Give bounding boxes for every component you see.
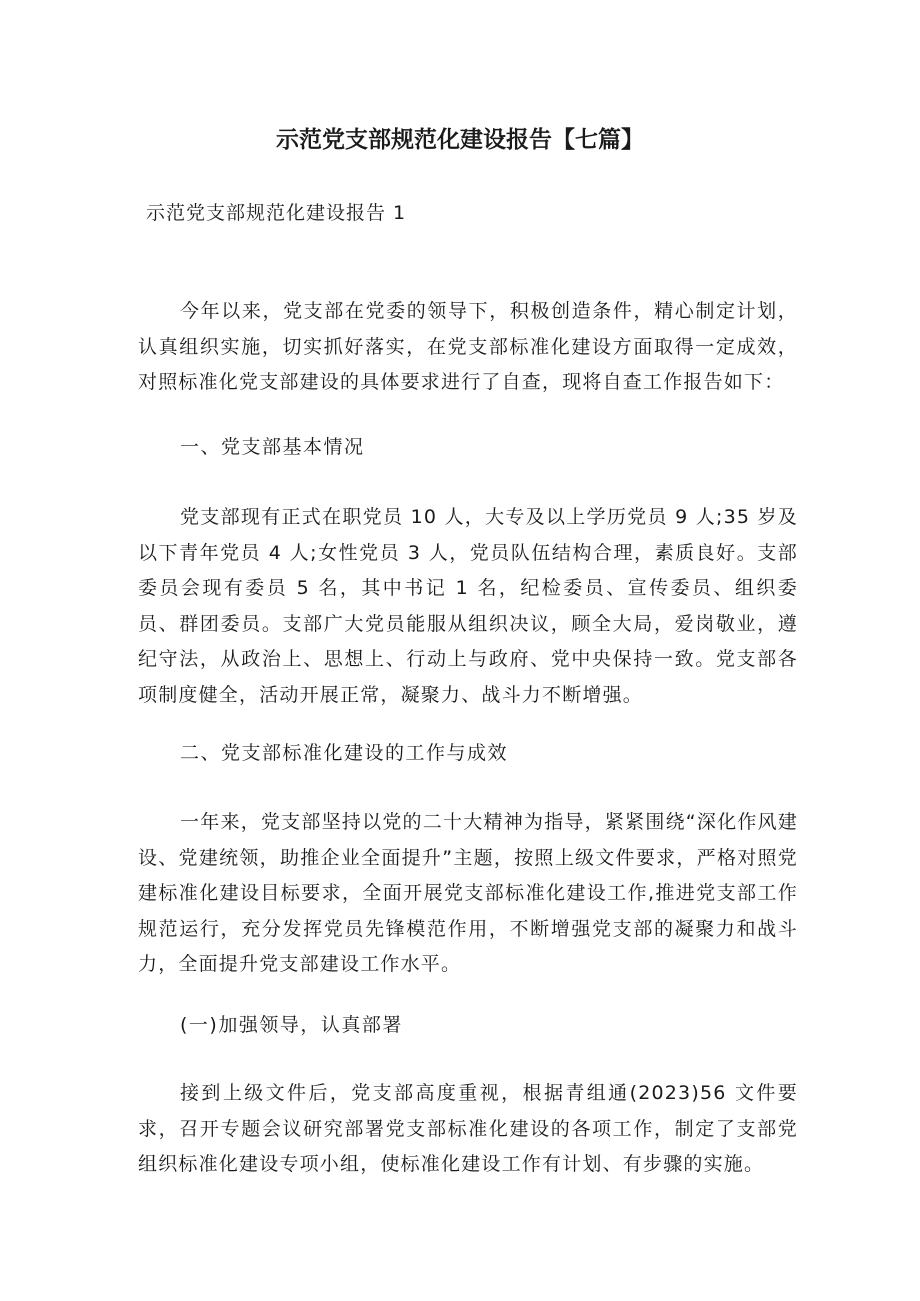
section-body-standardization: 一年来，党支部坚持以党的二十大精神为指导，紧紧围绕“深化作风建设、党建统领，助推企业全面提升”主题，按照上级文件要求，严格对照党建标准化建设目标要求，全面开展党支部标准化建设工作,推进党支部工作规范运行，充分发挥党员先锋模范作用，不断增强党支部的凝聚力和战斗力，全面提升党支部建设工作水平。 (138, 811, 798, 976)
section-body-basic-info: 党支部现有正式在职党员 10 人，大专及以上学历党员 9 人;35 岁及以下青年党员 4 人;女性党员 3 人，党员队伍结构合理，素质良好。支部委员会现有委员 5 名，其中书记 1 名，纪检委员、宣传委员、组织委员、群团委员。支部广大党员能服从组织决议，顾全大局，爱岗敬业，遵纪守法，从政治上、思想上、行动上与政府、党中央保持一致。党支部各项制度健全，活动开展正常，凝聚力、战斗力不断增强。 (138, 506, 798, 706)
section-heading-standardization: 二、党支部标准化建设的工作与成效 (180, 742, 509, 764)
intro-paragraph: 今年以来，党支部在党委的领导下，积极创造条件，精心制定计划，认真组织实施，切实抓好落实，在党支部标准化建设方面取得一定成效，对照标准化党支部建设的具体要求进行了自查，现将自查工作报告如下： (138, 300, 798, 394)
document-subtitle: 示范党支部规范化建设报告 1 (146, 202, 407, 224)
subsection-heading-leadership: (一)加强领导，认真部署 (180, 1014, 403, 1036)
section-heading-basic-info: 一、党支部基本情况 (180, 436, 365, 458)
subsection-body-leadership: 接到上级文件后，党支部高度重视，根据青组通(2023)56 文件要求，召开专题会议研究部署党支部标准化建设的各项工作，制定了支部党组织标准化建设专项小组，使标准化建设工作有计划、有步骤的实施。 (138, 1082, 798, 1176)
document-title: 示范党支部规范化建设报告【七篇】 (276, 127, 644, 153)
